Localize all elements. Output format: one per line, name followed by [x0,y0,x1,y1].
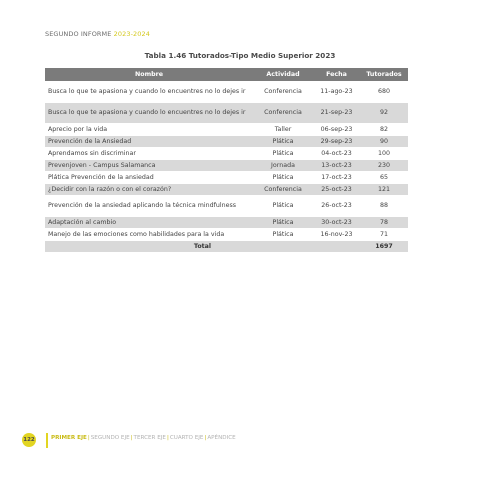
cell-nombre: Manejo de las emociones como habilidades para la vida [45,229,253,241]
table-row [45,184,408,196]
cell-nombre: Adaptación al cambio [45,217,253,229]
cell-fecha: 06-sep-23 [313,124,360,136]
cell-nombre: Plática Prevención de la ansiedad [45,172,253,184]
cell-tutorados: 88 [360,196,408,217]
table-row [45,82,408,103]
table-row [45,103,408,124]
nav-primer-eje[interactable]: PRIMER EJE [51,435,87,441]
cell-tutorados: 71 [360,229,408,241]
table-title: Tabla 1.46 Tutorados-Tipo Medio Superior 2023 [144,51,336,60]
nav-cuarto-eje[interactable]: CUARTO EJE [169,435,204,441]
cell-nombre: Aprendamos sin discriminar [45,148,253,160]
cell-fecha: 26-oct-23 [313,196,360,217]
table-row [45,217,408,229]
cell-actividad: Conferencia [253,184,313,196]
table-row [45,124,408,136]
report-year: 2023-2024 [113,30,150,38]
table-row [45,136,408,148]
cell-fecha: 11-ago-23 [313,82,360,103]
section-nav [51,435,236,441]
column-header-fecha: Fecha [313,68,360,82]
cell-actividad: Plática [253,217,313,229]
cell-tutorados: 65 [360,172,408,184]
cell-fecha: 25-oct-23 [313,184,360,196]
cell-fecha: 04-oct-23 [313,148,360,160]
tutorados-table [45,68,408,253]
table-row [45,229,408,241]
nav-apendice[interactable]: APÉNDICE [207,435,236,441]
cell-nombre: Prevención de la Ansiedad [45,136,253,148]
nav-separator: | [204,435,207,441]
cell-tutorados: 82 [360,124,408,136]
column-header-actividad: Actividad [253,68,313,82]
cell-actividad: Jornada [253,160,313,172]
cell-tutorados: 78 [360,217,408,229]
table-row [45,196,408,217]
column-header-tutorados: Tutorados [360,68,408,82]
cell-fecha: 17-oct-23 [313,172,360,184]
table-row [45,160,408,172]
cell-fecha: 16-nov-23 [313,229,360,241]
cell-nombre: Busca lo que te apasiona y cuando lo encuentres no lo dejes ir [45,103,253,124]
total-row [45,241,408,253]
total-value: 1697 [360,241,408,253]
cell-fecha: 13-oct-23 [313,160,360,172]
cell-tutorados: 230 [360,160,408,172]
nav-segundo-eje[interactable]: SEGUNDO EJE [90,435,130,441]
cell-nombre: Prevenjoven - Campus Salamanca [45,160,253,172]
cell-actividad: Plática [253,172,313,184]
cell-actividad: Conferencia [253,82,313,103]
nav-separator: | [130,435,133,441]
cell-tutorados: 121 [360,184,408,196]
cell-fecha: 29-sep-23 [313,136,360,148]
cell-tutorados: 100 [360,148,408,160]
cell-actividad: Plática [253,196,313,217]
cell-actividad: Conferencia [253,103,313,124]
cell-nombre: Aprecio por la vida [45,124,253,136]
nav-separator: | [166,435,169,441]
cell-nombre: Busca lo que te apasiona y cuando lo encuentres no lo dejes ir [45,82,253,103]
cell-fecha: 21-sep-23 [313,103,360,124]
footer-divider [46,433,48,448]
cell-actividad: Plática [253,148,313,160]
total-label: Total [45,241,360,253]
table-header-row [45,68,408,82]
nav-tercer-eje[interactable]: TERCER EJE [133,435,166,441]
table-row [45,148,408,160]
nav-separator: | [87,435,90,441]
cell-actividad: Plática [253,136,313,148]
cell-actividad: Plática [253,229,313,241]
cell-tutorados: 92 [360,103,408,124]
page-number: 122 [22,433,36,447]
cell-actividad: Taller [253,124,313,136]
table-row [45,172,408,184]
running-title: SEGUNDO INFORME [45,30,112,38]
running-header [45,30,150,38]
cell-fecha: 30-oct-23 [313,217,360,229]
cell-tutorados: 680 [360,82,408,103]
cell-tutorados: 90 [360,136,408,148]
cell-nombre: Prevención de la ansiedad aplicando la técnica mindfulness [45,196,253,217]
column-header-nombre: Nombre [45,68,253,82]
cell-nombre: ¿Decidir con la razón o con el corazón? [45,184,253,196]
